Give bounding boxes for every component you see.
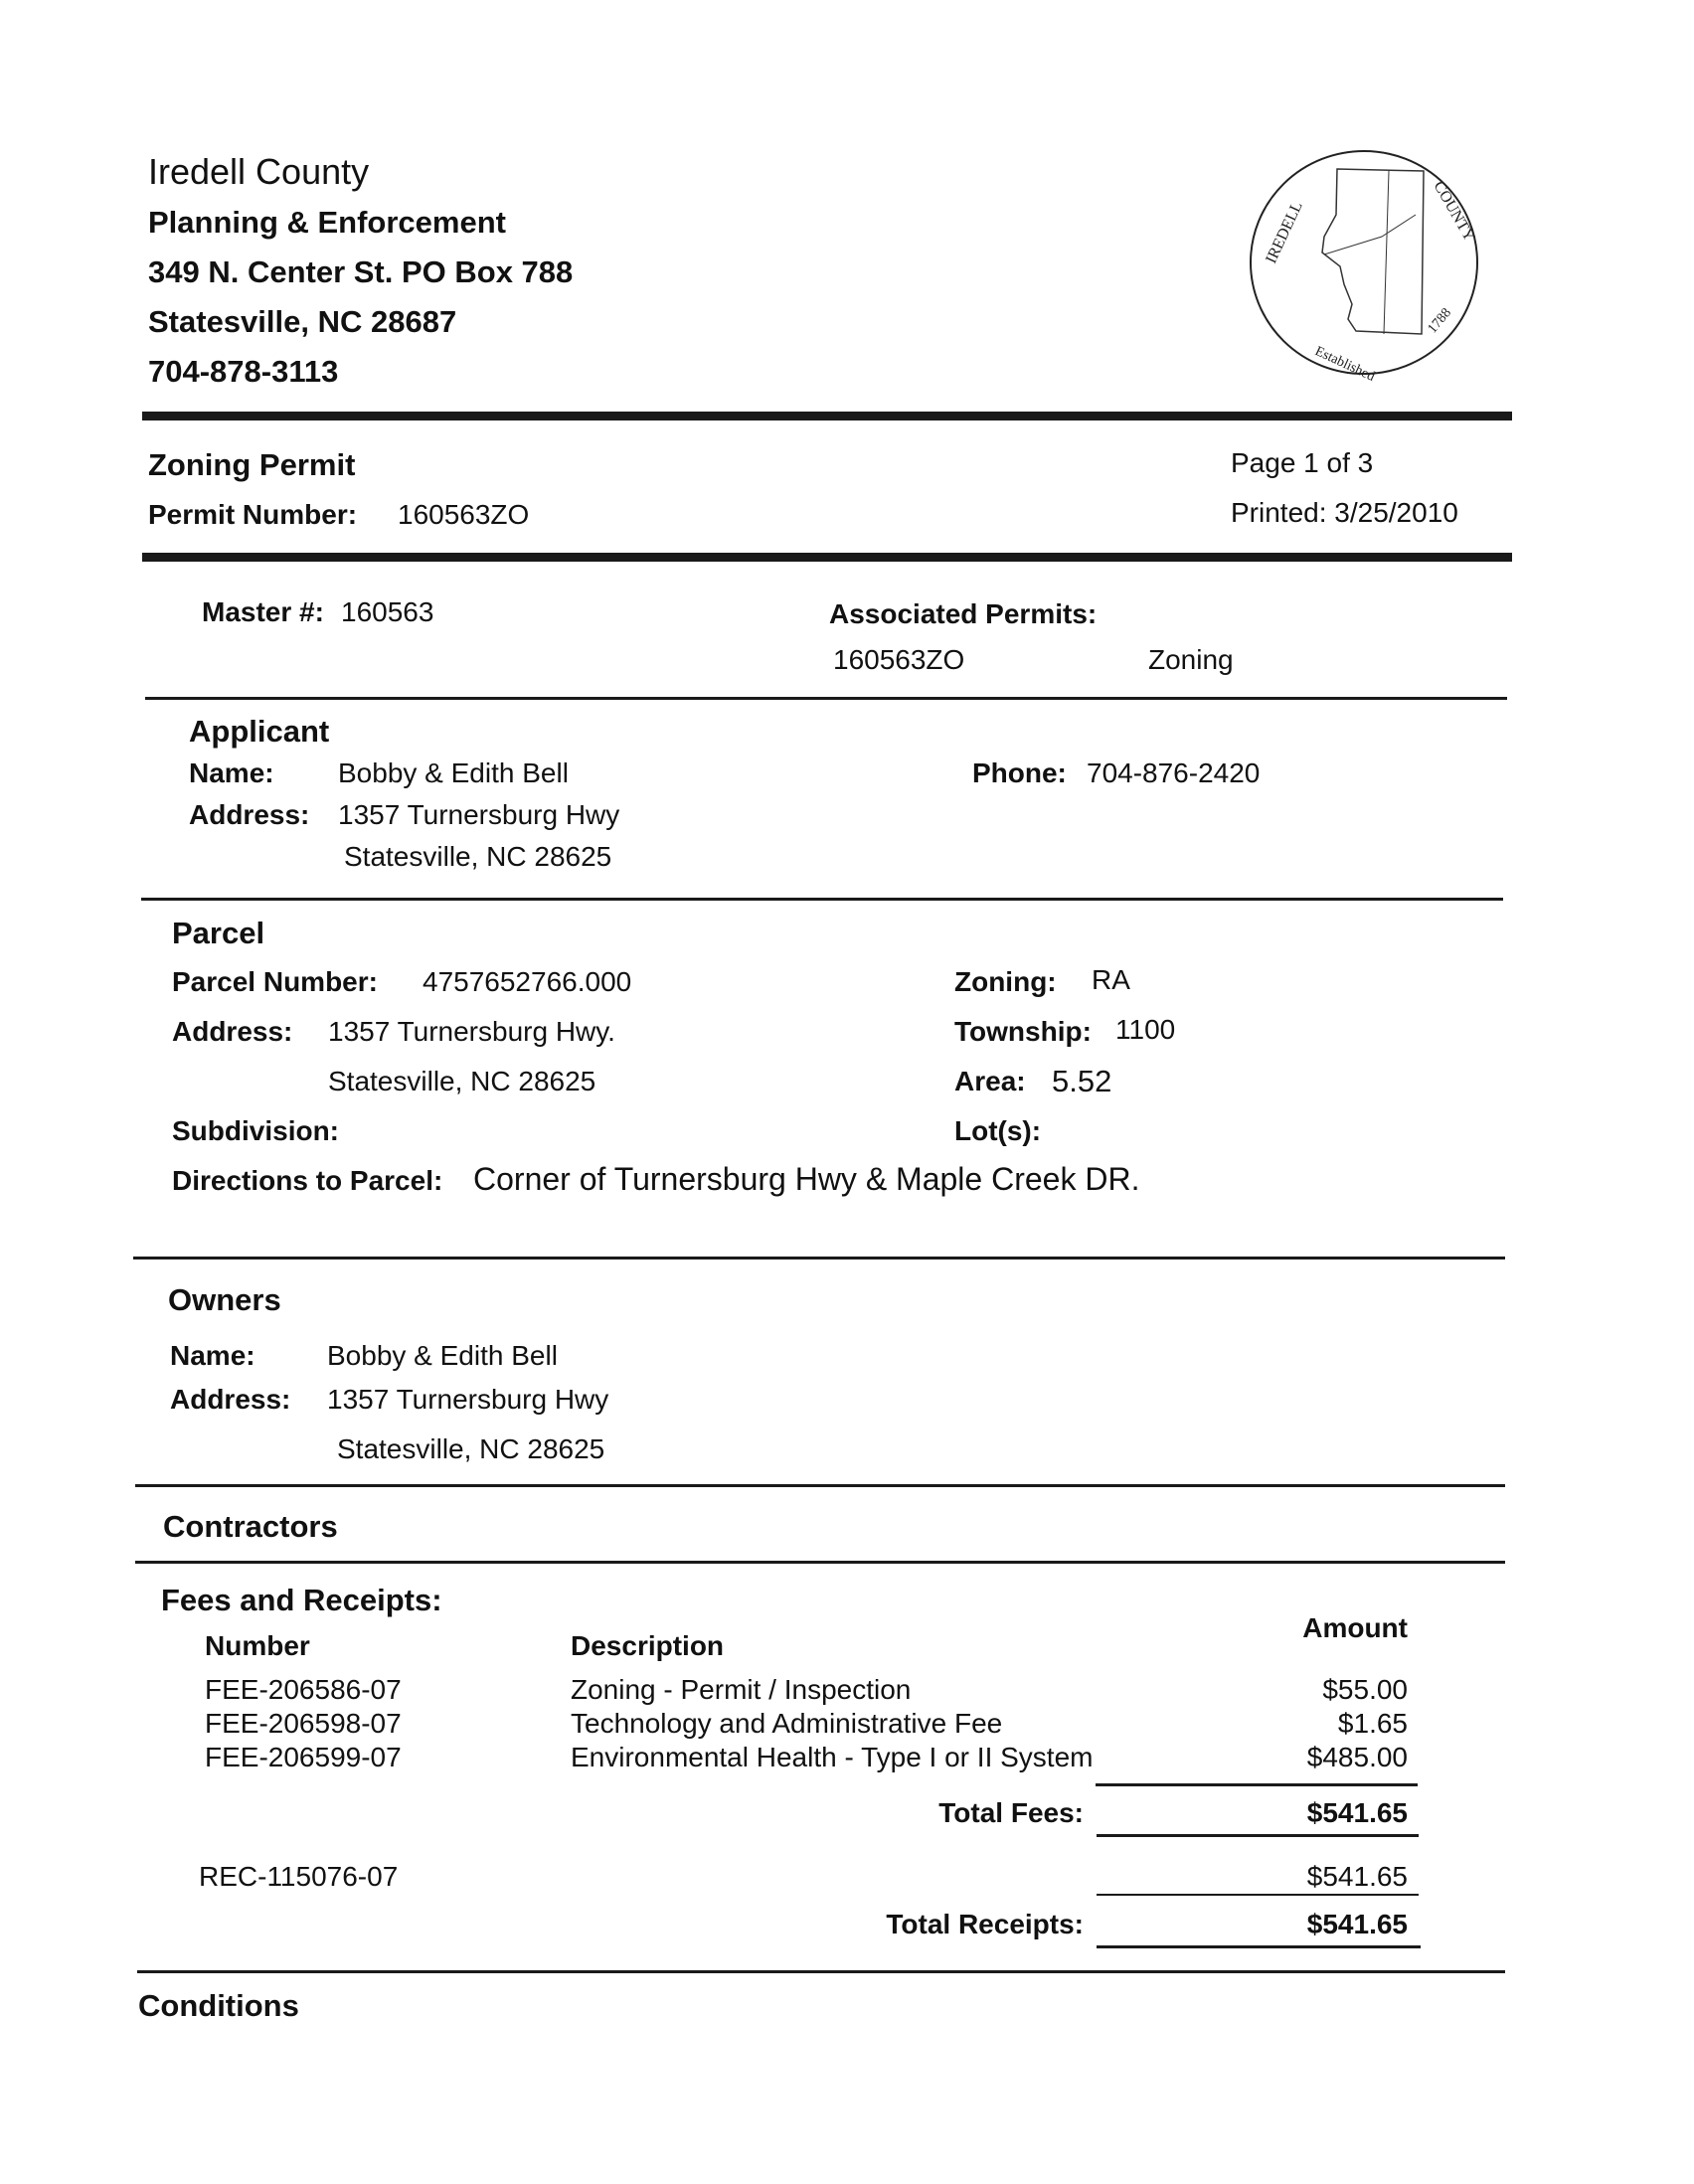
county-seal-icon [1245, 145, 1483, 384]
total-receipts-label: Total Receipts: [886, 1909, 1084, 1939]
owner-address-line2: Statesville, NC 28625 [337, 1433, 605, 1464]
parcel-heading: Parcel [172, 916, 265, 950]
total-receipts-value: $541.65 [1306, 1909, 1408, 1939]
applicant-phone: 704-876-2420 [1087, 757, 1261, 788]
fees-col-number: Number [205, 1630, 310, 1661]
fee-description: Technology and Administrative Fee [571, 1708, 1003, 1739]
total-fees-bottom-rule [1097, 1834, 1419, 1837]
owner-name: Bobby & Edith Bell [327, 1340, 558, 1371]
fee-number: FEE-206599-07 [205, 1742, 402, 1772]
fee-amount: $1.65 [1337, 1708, 1408, 1739]
lots-label: Lot(s): [954, 1115, 1042, 1146]
parcel-address-label: Address: [172, 1016, 293, 1047]
fees-heading: Fees and Receipts: [161, 1583, 442, 1617]
applicant-heading: Applicant [189, 714, 330, 749]
permit-number-label: Permit Number: [148, 499, 358, 530]
divider [145, 697, 1507, 700]
applicant-name: Bobby & Edith Bell [338, 757, 569, 788]
total-receipts-bottom-rule [1097, 1945, 1421, 1948]
org-city: Statesville, NC 28687 [148, 304, 457, 339]
divider [133, 1257, 1505, 1260]
applicant-address-line1: 1357 Turnersburg Hwy [338, 799, 620, 830]
parcel-number: 4757652766.000 [423, 966, 632, 997]
applicant-address-label: Address: [189, 799, 310, 830]
fee-number: FEE-206586-07 [205, 1674, 402, 1705]
divider [137, 1970, 1505, 1973]
total-fees-top-rule [1096, 1783, 1418, 1786]
applicant-name-label: Name: [189, 757, 274, 788]
township-label: Township: [954, 1016, 1092, 1047]
header-divider [142, 412, 1512, 420]
master-number: 160563 [341, 596, 434, 627]
fees-col-amount: Amount [1302, 1612, 1408, 1643]
department: Planning & Enforcement [148, 205, 506, 240]
svg-text:1788: 1788 [1425, 305, 1455, 337]
fee-amount: $485.00 [1306, 1742, 1408, 1772]
fee-description: Zoning - Permit / Inspection [571, 1674, 912, 1705]
directions-label: Directions to Parcel: [172, 1165, 443, 1196]
permit-title: Zoning Permit [148, 447, 356, 482]
permit-number: 160563ZO [398, 499, 530, 530]
org-address: 349 N. Center St. PO Box 788 [148, 254, 574, 289]
area-label: Area: [954, 1066, 1026, 1096]
owner-address-label: Address: [170, 1384, 291, 1415]
page-indicator: Page 1 of 3 [1231, 447, 1374, 478]
org-phone: 704-878-3113 [148, 354, 339, 389]
fee-amount: $55.00 [1322, 1674, 1408, 1705]
directions-value: Corner of Turnersburg Hwy & Maple Creek DR. [473, 1161, 1140, 1197]
master-label: Master #: [202, 596, 324, 627]
associated-permits-label: Associated Permits: [829, 598, 1098, 629]
zoning-label: Zoning: [954, 966, 1057, 997]
fee-description: Environmental Health - Type I or II System [571, 1742, 1094, 1772]
receipt-number: REC-115076-07 [199, 1861, 399, 1892]
subdivision-label: Subdivision: [172, 1115, 339, 1146]
associated-permit-number: 160563ZO [833, 644, 965, 675]
zoning-value: RA [1092, 964, 1130, 995]
owner-name-label: Name: [170, 1340, 255, 1371]
contractors-heading: Contractors [163, 1509, 338, 1544]
associated-permit-type: Zoning [1148, 644, 1234, 675]
parcel-number-label: Parcel Number: [172, 966, 378, 997]
svg-text:Established: Established [1312, 344, 1378, 384]
parcel-address-line2: Statesville, NC 28625 [328, 1066, 596, 1096]
area-value: 5.52 [1052, 1064, 1112, 1098]
fees-col-description: Description [571, 1630, 725, 1661]
total-fees-label: Total Fees: [938, 1797, 1084, 1828]
owner-address-line1: 1357 Turnersburg Hwy [327, 1384, 609, 1415]
township-value: 1100 [1115, 1014, 1176, 1045]
svg-text:COUNTY: COUNTY [1430, 178, 1478, 245]
applicant-address-line2: Statesville, NC 28625 [344, 841, 612, 872]
applicant-phone-label: Phone: [972, 757, 1067, 788]
org-name: Iredell County [148, 151, 370, 192]
svg-text:IREDELL: IREDELL [1263, 199, 1306, 266]
conditions-heading: Conditions [138, 1988, 299, 2023]
divider [135, 1561, 1505, 1564]
fee-number: FEE-206598-07 [205, 1708, 402, 1739]
parcel-address-line1: 1357 Turnersburg Hwy. [328, 1016, 615, 1047]
permit-divider [142, 553, 1512, 562]
total-fees-value: $541.65 [1306, 1797, 1408, 1828]
divider [141, 898, 1503, 901]
total-receipts-top-rule [1097, 1894, 1419, 1896]
receipt-amount: $541.65 [1306, 1861, 1408, 1892]
owners-heading: Owners [168, 1282, 281, 1317]
divider [135, 1484, 1505, 1487]
printed-date: Printed: 3/25/2010 [1231, 497, 1458, 528]
